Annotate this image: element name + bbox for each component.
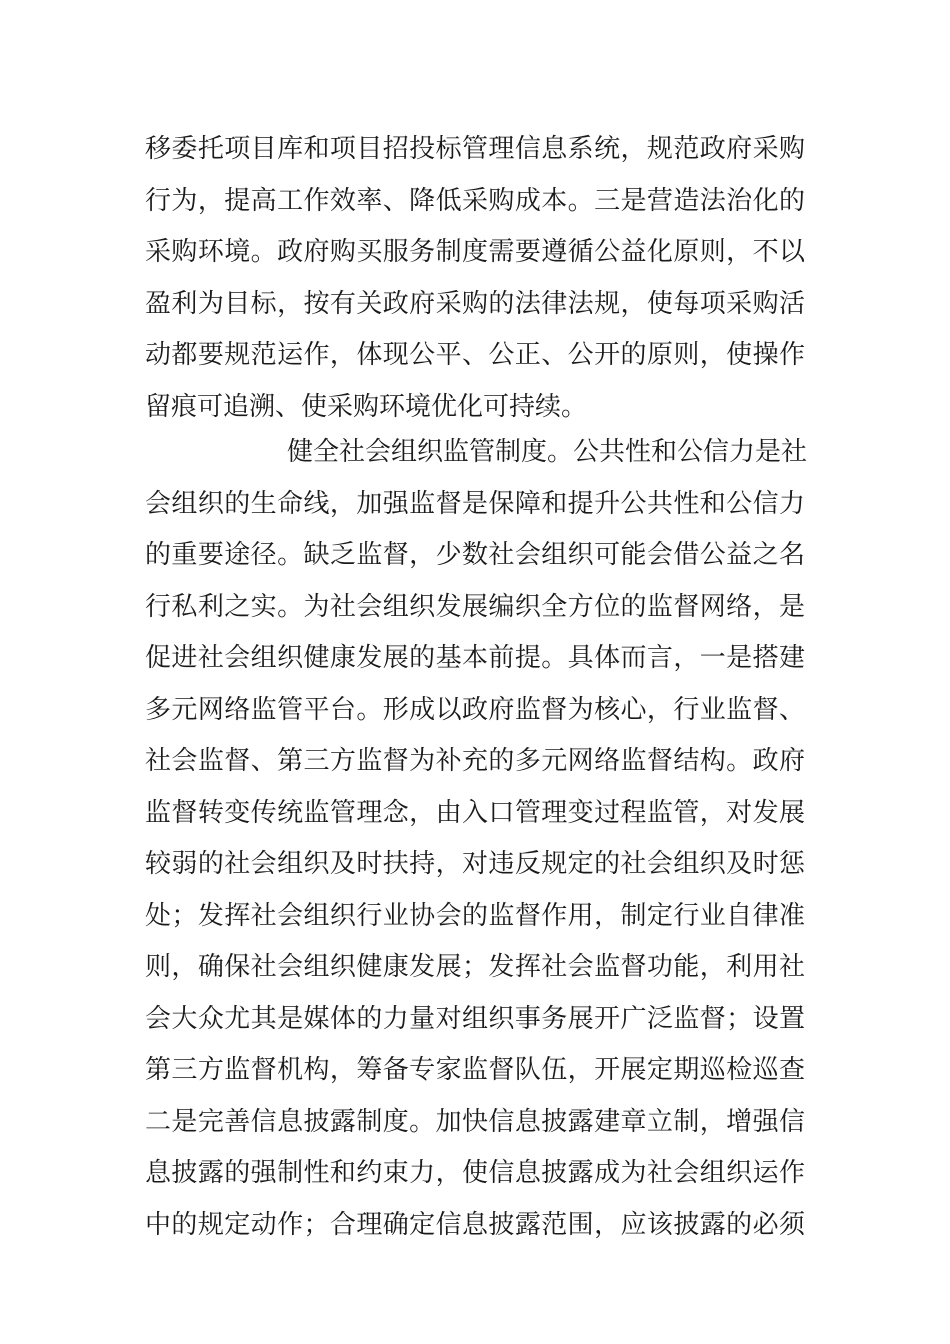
text-line: 的重要途径。缺乏监督，少数社会组织可能会借公益之名 xyxy=(145,540,805,570)
text-line: 第三方监督机构，筹备专家监督队伍，开展定期巡检巡查 xyxy=(145,1055,805,1085)
text-line: 行私利之实。为社会组织发展编织全方位的监督网络，是 xyxy=(145,591,805,622)
text-line: 二是完善信息披露制度。加快信息披露建章立制，增强信 xyxy=(145,1106,805,1137)
text-line: 动都要规范运作，体现公平、公正、公开的原则，使操作 xyxy=(145,340,805,370)
text-line: 会大众尤其是媒体的力量对组织事务展开广泛监督；设置 xyxy=(145,1003,805,1034)
text-line: 息披露的强制性和约束力，使信息披露成为社会组织运作 xyxy=(145,1158,805,1188)
text-line: 多元网络监管平台。形成以政府监督为核心，行业监督、 xyxy=(145,694,805,725)
text-line: 较弱的社会组织及时扶持，对违反规定的社会组织及时惩 xyxy=(145,849,805,879)
text-line: 社会监督、第三方监督为补充的多元网络监督结构。政府 xyxy=(145,746,805,776)
text-line: 留痕可追溯、使采购环境优化可持续。 xyxy=(145,391,588,422)
text-line: 则，确保社会组织健康发展；发挥社会监督功能，利用社 xyxy=(145,952,805,982)
text-line: 行为，提高工作效率、降低采购成本。三是营造法治化的 xyxy=(145,185,805,216)
text-line: 处；发挥社会组织行业协会的监督作用，制定行业自律准 xyxy=(145,900,805,931)
paragraph-1 xyxy=(145,124,805,433)
text-line: 会组织的生命线，加强监督是保障和提升公共性和公信力 xyxy=(145,488,805,519)
text-line: 促进社会组织健康发展的基本前提。具体而言，一是搭建 xyxy=(145,643,805,673)
paragraph-2 xyxy=(145,427,808,1251)
text-line: 健全社会组织监管制度。公共性和公信力是社 xyxy=(287,437,808,467)
text-line: 盈利为目标，按有关政府采购的法律法规，使每项采购活 xyxy=(145,288,805,319)
text-line: 中的规定动作；合理确定信息披露范围，应该披露的必须 xyxy=(145,1209,805,1240)
text-line: 监督转变传统监管理念，由入口管理变过程监管，对发展 xyxy=(145,797,805,828)
text-line: 移委托项目库和项目招投标管理信息系统，规范政府采购 xyxy=(145,134,805,164)
text-line: 采购环境。政府购买服务制度需要遵循公益化原则，不以 xyxy=(145,237,805,267)
